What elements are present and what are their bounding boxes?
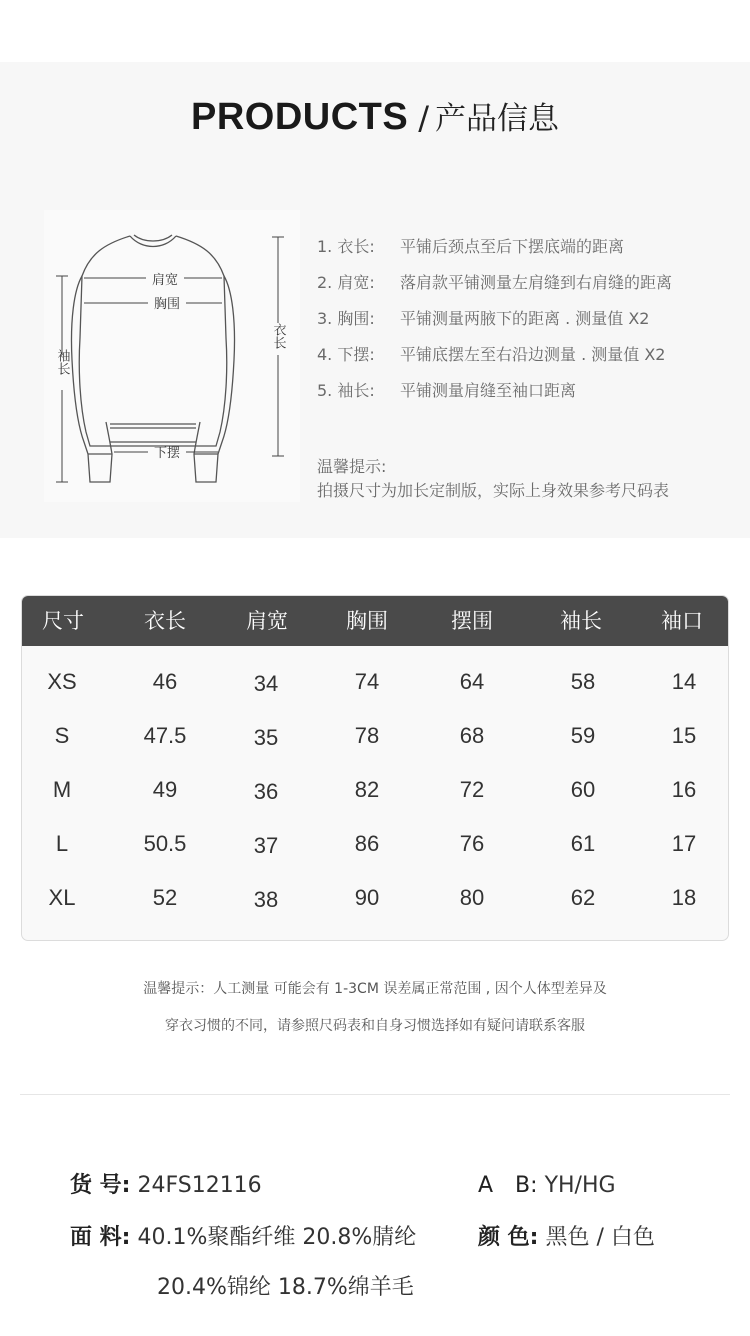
title-chinese: 产品信息 — [435, 101, 559, 137]
table-cell: 58 — [570, 669, 596, 694]
table-cell: 59 — [570, 723, 596, 748]
item-number-value: 24FS12116 — [137, 1173, 262, 1198]
table-cell: XS — [47, 669, 77, 694]
table-cell: 17 — [671, 831, 697, 856]
section-divider — [20, 1094, 730, 1095]
note-item: 1. 衣长: 平铺后颈点至后下摆底端的距离 — [317, 237, 625, 256]
measurement-disclaimer-line2: 穿衣习惯的不同，请参照尺码表和自身习惯选择如有疑问请联系客服 — [165, 1018, 585, 1034]
sweater-illustration — [44, 210, 300, 502]
ab-code-label: A B: — [478, 1173, 538, 1198]
title-separator: / — [418, 99, 429, 137]
note-item: 5. 袖长: 平铺测量肩缝至袖口距离 — [317, 381, 577, 400]
hem-label: 下摆 — [153, 446, 181, 461]
table-cell: 36 — [253, 779, 279, 804]
shoulder-label: 肩宽 — [151, 273, 179, 288]
column-header: 肩宽 — [246, 609, 288, 633]
table-cell: 82 — [354, 777, 380, 802]
table-cell: 86 — [354, 831, 380, 856]
fabric-field — [70, 1220, 416, 1251]
table-cell: XL — [48, 885, 76, 910]
note-item: 4. 下摆: 平铺底摆左至右沿边测量 . 测量值 X2 — [317, 345, 666, 364]
column-header: 摆围 — [451, 609, 493, 633]
page-title — [0, 93, 750, 139]
column-header: 胸围 — [346, 609, 388, 633]
column-header: 袖口 — [661, 609, 703, 633]
table-cell: 64 — [459, 669, 485, 694]
table-header-row — [22, 596, 728, 646]
table-cell: M — [52, 777, 72, 802]
table-cell: 47.5 — [143, 723, 187, 748]
table-cell: 18 — [671, 885, 697, 910]
table-cell: 52 — [152, 885, 178, 910]
color-value: 黑色 / 白色 — [545, 1225, 655, 1250]
ab-code-field — [478, 1168, 616, 1199]
table-cell: 14 — [671, 669, 697, 694]
table-cell: 16 — [671, 777, 697, 802]
table-row — [22, 817, 729, 871]
table-cell: 60 — [570, 777, 596, 802]
table-cell: 37 — [253, 833, 279, 858]
table-cell: 38 — [253, 887, 279, 912]
table-cell: 50.5 — [143, 831, 187, 856]
table-cell: 72 — [459, 777, 485, 802]
measurement-disclaimer-line1: 温馨提示：人工测量 可能会有 1-3CM 误差属正常范围 , 因个人体型差异及 — [143, 981, 607, 997]
tip-heading: 温馨提示: — [317, 457, 387, 476]
column-header: 衣长 — [144, 609, 186, 633]
table-cell: L — [55, 831, 69, 856]
table-cell: 76 — [459, 831, 485, 856]
note-item: 3. 胸围: 平铺测量两腋下的距离 . 测量值 X2 — [317, 309, 650, 328]
fabric-label: 面 料: — [70, 1225, 131, 1250]
table-cell: 68 — [459, 723, 485, 748]
sweater-measurement-diagram — [44, 210, 300, 502]
fabric-composition-line2: 20.4%锦纶 18.7%绵羊毛 — [157, 1275, 414, 1300]
table-cell: 34 — [253, 671, 279, 696]
column-header: 袖长 — [560, 609, 602, 633]
table-cell: 49 — [152, 777, 178, 802]
table-cell: 35 — [253, 725, 279, 750]
shooting-size-tip — [317, 455, 669, 503]
table-cell: 62 — [570, 885, 596, 910]
tip-text: 拍摄尺寸为加长定制版，实际上身效果参考尺码表 — [317, 481, 670, 500]
color-field — [478, 1220, 655, 1251]
sweater-left-sleeve — [71, 276, 112, 482]
length-label: 衣长 — [270, 323, 286, 349]
sweater-body-outline — [79, 236, 227, 446]
table-cell: 74 — [354, 669, 380, 694]
table-cell: 15 — [671, 723, 697, 748]
table-row — [22, 763, 729, 817]
table-row — [22, 709, 729, 763]
note-item: 2. 肩宽: 落肩款平铺测量左肩缝到右肩缝的距离 — [317, 273, 673, 292]
table-cell: 78 — [354, 723, 380, 748]
table-cell: 80 — [459, 885, 485, 910]
column-header: 尺寸 — [42, 609, 84, 633]
sweater-right-sleeve — [194, 276, 235, 482]
item-number-label: 货 号: — [70, 1173, 131, 1198]
table-row — [22, 655, 729, 709]
chest-label: 胸围 — [153, 297, 181, 312]
title-english: PRODUCTS — [190, 96, 409, 138]
sleeve-label: 袖长 — [54, 349, 70, 375]
table-cell: 46 — [152, 669, 178, 694]
table-row — [22, 871, 729, 925]
table-cell: 61 — [570, 831, 596, 856]
size-chart-table — [21, 595, 729, 941]
measurement-notes — [317, 234, 737, 414]
fabric-composition-line1: 40.1%聚酯纤维 20.8%腈纶 — [137, 1225, 417, 1250]
item-number-field — [70, 1168, 262, 1199]
table-cell: S — [54, 723, 70, 748]
ab-code-value: YH/HG — [544, 1173, 616, 1198]
table-cell: 90 — [354, 885, 380, 910]
color-label: 颜 色: — [478, 1225, 539, 1250]
